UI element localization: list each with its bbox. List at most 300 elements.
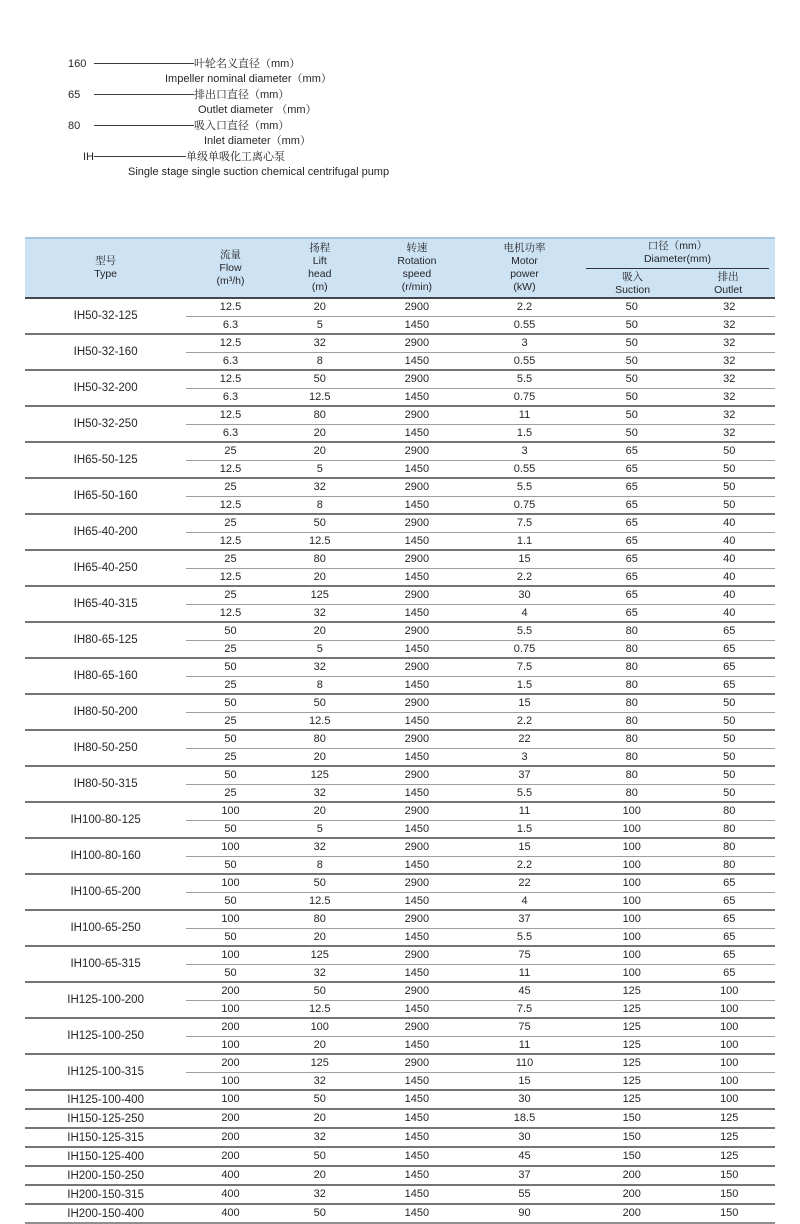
group-rows <box>186 479 775 513</box>
table-row <box>186 1091 775 1108</box>
pump-type: IH125-100-400 <box>67 1093 144 1106</box>
rotation-speed-value: 1450 <box>404 1003 430 1015</box>
flow-value: 100 <box>221 1039 240 1051</box>
pump-type: IH80-50-200 <box>73 706 138 718</box>
table-row <box>186 784 775 801</box>
header-suction-en: Suction <box>615 283 651 296</box>
rotation-speed-value: 1450 <box>404 679 430 691</box>
table-row <box>186 748 775 765</box>
group-rows <box>186 1186 775 1203</box>
flow-value: 200 <box>221 1021 240 1033</box>
motor-power-value: 15 <box>518 697 531 709</box>
outlet-diameter-value: 65 <box>723 895 736 907</box>
group-rows <box>186 443 775 477</box>
flow-value: 100 <box>221 913 240 925</box>
outlet-diameter-value: 32 <box>723 355 736 367</box>
pump-type: IH65-50-160 <box>73 490 138 502</box>
outlet-diameter-value: 65 <box>723 643 736 655</box>
motor-power-value: 22 <box>518 877 531 889</box>
rotation-speed-value: 2900 <box>404 985 430 997</box>
motor-power-value: 1.1 <box>516 535 533 547</box>
header-outlet <box>683 271 773 297</box>
flow-value: 12.5 <box>219 337 242 349</box>
table-row <box>186 335 775 352</box>
suction-diameter-value: 50 <box>625 427 638 439</box>
lift-head-value: 20 <box>313 571 326 583</box>
legend-label-en: Impeller nominal diameter（mm） <box>165 73 332 85</box>
legend-item-pump-series <box>68 149 800 180</box>
suction-diameter-value: 100 <box>622 913 641 925</box>
motor-power-value: 0.55 <box>513 319 536 331</box>
motor-power-value: 1.5 <box>516 427 533 439</box>
group-rows <box>186 1055 775 1089</box>
outlet-diameter-value: 32 <box>723 409 736 421</box>
pump-type: IH100-65-200 <box>70 886 141 898</box>
legend-item-outlet-diameter <box>68 87 800 118</box>
motor-power-value: 0.75 <box>513 391 536 403</box>
motor-power-value: 5.5 <box>516 931 533 943</box>
legend-code: IH <box>83 151 94 163</box>
lift-head-value: 20 <box>313 427 326 439</box>
table-row <box>186 820 775 837</box>
table-row-group <box>25 1165 775 1184</box>
table-row <box>186 479 775 496</box>
group-rows <box>186 875 775 909</box>
header-speed <box>365 239 469 297</box>
outlet-diameter-value: 40 <box>723 589 736 601</box>
lift-head-value: 50 <box>313 1207 326 1219</box>
pump-type: IH125-100-200 <box>67 994 144 1006</box>
table-row-group <box>25 621 775 657</box>
flow-value: 6.3 <box>222 355 239 367</box>
legend-underline <box>94 125 194 126</box>
pump-type: IH50-32-160 <box>73 346 138 358</box>
group-rows <box>186 947 775 981</box>
outlet-diameter-value: 50 <box>723 463 736 475</box>
flow-value: 25 <box>224 445 237 457</box>
lift-head-value: 5 <box>316 319 323 331</box>
lift-head-value: 125 <box>310 589 329 601</box>
rotation-speed-value: 1450 <box>404 1188 430 1200</box>
header-power <box>469 239 580 297</box>
table-row-group <box>25 693 775 729</box>
table-row <box>186 947 775 964</box>
suction-diameter-value: 50 <box>625 319 638 331</box>
flow-value: 100 <box>221 805 240 817</box>
rotation-speed-value: 2900 <box>404 337 430 349</box>
header-diameter-zh: 口径（mm） <box>647 239 708 252</box>
lift-head-value: 50 <box>313 373 326 385</box>
table-row <box>186 1019 775 1036</box>
motor-power-value: 4 <box>521 895 528 907</box>
group-rows <box>186 803 775 837</box>
outlet-diameter-value: 125 <box>720 1131 739 1143</box>
group-rows <box>186 1129 775 1146</box>
table-row-group <box>25 513 775 549</box>
table-row-group <box>25 549 775 585</box>
flow-value: 50 <box>224 625 237 637</box>
table-row-group <box>25 585 775 621</box>
pump-type: IH50-32-200 <box>73 382 138 394</box>
motor-power-value: 15 <box>518 553 531 565</box>
suction-diameter-value: 125 <box>622 1003 641 1015</box>
lift-head-value: 80 <box>313 409 326 421</box>
suction-diameter-value: 100 <box>622 841 641 853</box>
outlet-diameter-value: 40 <box>723 517 736 529</box>
suction-diameter-value: 50 <box>625 391 638 403</box>
motor-power-value: 5.5 <box>516 787 533 799</box>
outlet-diameter-value: 100 <box>720 985 739 997</box>
lift-head-value: 12.5 <box>309 895 331 907</box>
group-rows <box>186 1019 775 1053</box>
suction-diameter-value: 200 <box>622 1169 641 1181</box>
suction-diameter-value: 125 <box>622 1075 641 1087</box>
header-lift <box>275 239 365 297</box>
group-rows <box>186 1205 775 1222</box>
legend-label-zh: 吸入口直径（mm） <box>194 120 290 132</box>
pump-type: IH125-100-250 <box>67 1030 144 1042</box>
rotation-speed-value: 2900 <box>404 877 430 889</box>
table-row-group <box>25 981 775 1017</box>
flow-value: 25 <box>224 751 237 763</box>
table-row-group <box>25 729 775 765</box>
outlet-diameter-value: 100 <box>720 1075 739 1087</box>
table-row <box>186 587 775 604</box>
group-rows <box>186 767 775 801</box>
flow-value: 25 <box>224 589 237 601</box>
flow-value: 6.3 <box>222 427 239 439</box>
flow-value: 100 <box>221 1003 240 1015</box>
lift-head-value: 32 <box>313 787 326 799</box>
legend-code: 160 <box>68 58 87 70</box>
pump-type: IH100-80-160 <box>70 850 141 862</box>
flow-value: 50 <box>224 823 237 835</box>
header-power-en: Motor <box>511 255 538 267</box>
flow-value: 25 <box>224 715 237 727</box>
motor-power-value: 3 <box>521 751 528 763</box>
suction-diameter-value: 65 <box>625 535 638 547</box>
table-row <box>186 388 775 405</box>
table-row <box>186 803 775 820</box>
rotation-speed-value: 1450 <box>404 1131 430 1143</box>
rotation-speed-value: 1450 <box>404 427 430 439</box>
flow-value: 12.5 <box>219 409 242 421</box>
flow-value: 400 <box>221 1207 240 1219</box>
pump-type: IH65-40-315 <box>73 598 138 610</box>
group-rows <box>186 1110 775 1127</box>
table-row-group <box>25 477 775 513</box>
flow-value: 25 <box>224 787 237 799</box>
motor-power-value: 75 <box>518 1021 531 1033</box>
motor-power-value: 4 <box>521 607 528 619</box>
lift-head-value: 12.5 <box>309 1003 331 1015</box>
rotation-speed-value: 2900 <box>404 409 430 421</box>
rotation-speed-value: 2900 <box>404 481 430 493</box>
table-row <box>186 1000 775 1017</box>
outlet-diameter-value: 80 <box>723 841 736 853</box>
rotation-speed-value: 1450 <box>404 1039 430 1051</box>
group-rows <box>186 1148 775 1165</box>
suction-diameter-value: 80 <box>625 643 638 655</box>
suction-diameter-value: 150 <box>622 1131 641 1143</box>
suction-diameter-value: 80 <box>625 661 638 673</box>
group-rows <box>186 911 775 945</box>
flow-value: 50 <box>224 661 237 673</box>
outlet-diameter-value: 50 <box>723 697 736 709</box>
rotation-speed-value: 1450 <box>404 319 430 331</box>
group-rows <box>186 1091 775 1108</box>
table-row <box>186 856 775 873</box>
rotation-speed-value: 2900 <box>404 913 430 925</box>
outlet-diameter-value: 40 <box>723 535 736 547</box>
suction-diameter-value: 125 <box>622 1057 641 1069</box>
header-lift-en2: head <box>308 268 332 280</box>
table-row-group <box>25 1053 775 1089</box>
outlet-diameter-value: 125 <box>720 1150 739 1162</box>
pump-type: IH200-150-250 <box>67 1169 144 1182</box>
lift-head-value: 80 <box>313 553 326 565</box>
table-row <box>186 659 775 676</box>
rotation-speed-value: 2900 <box>404 517 430 529</box>
outlet-diameter-value: 80 <box>723 805 736 817</box>
flow-value: 50 <box>224 697 237 709</box>
table-row <box>186 371 775 388</box>
table-row <box>186 443 775 460</box>
pump-type: IH150-125-400 <box>67 1150 144 1163</box>
header-diameter <box>580 239 775 297</box>
motor-power-value: 11 <box>518 409 531 421</box>
motor-power-value: 2.2 <box>516 301 533 313</box>
lift-head-value: 125 <box>310 1057 329 1069</box>
table-row <box>186 407 775 424</box>
rotation-speed-value: 2900 <box>404 589 430 601</box>
suction-diameter-value: 150 <box>622 1150 641 1162</box>
suction-diameter-value: 100 <box>622 805 641 817</box>
table-row-group <box>25 657 775 693</box>
header-diameter-sub <box>582 271 773 297</box>
lift-head-value: 32 <box>313 1188 326 1200</box>
outlet-diameter-value: 65 <box>723 913 736 925</box>
group-rows <box>186 983 775 1017</box>
outlet-diameter-value: 32 <box>723 337 736 349</box>
suction-diameter-value: 80 <box>625 733 638 745</box>
suction-diameter-value: 100 <box>622 877 641 889</box>
outlet-diameter-value: 50 <box>723 751 736 763</box>
suction-diameter-value: 125 <box>622 985 641 997</box>
suction-diameter-value: 125 <box>622 1039 641 1051</box>
header-power-en2: power <box>510 268 539 280</box>
rotation-speed-value: 2900 <box>404 301 430 313</box>
lift-head-value: 5 <box>316 643 323 655</box>
legend-label-zh: 叶轮名义直径（mm） <box>194 58 301 70</box>
flow-value: 25 <box>224 481 237 493</box>
suction-diameter-value: 100 <box>622 823 641 835</box>
motor-power-value: 11 <box>518 1039 531 1051</box>
lift-head-value: 125 <box>310 949 329 961</box>
motor-power-value: 3 <box>521 337 528 349</box>
table-row <box>186 1148 775 1165</box>
table-row <box>186 623 775 640</box>
outlet-diameter-value: 40 <box>723 607 736 619</box>
suction-diameter-value: 65 <box>625 463 638 475</box>
table-row <box>186 767 775 784</box>
outlet-diameter-value: 150 <box>720 1188 739 1200</box>
rotation-speed-value: 2900 <box>404 373 430 385</box>
table-row-group <box>25 873 775 909</box>
group-rows <box>186 371 775 405</box>
table-row-group <box>25 837 775 873</box>
flow-value: 200 <box>221 1150 240 1162</box>
table-row-group <box>25 1184 775 1203</box>
flow-value: 100 <box>221 877 240 889</box>
table-row <box>186 352 775 369</box>
table-row-group <box>25 369 775 405</box>
table-row-group <box>25 405 775 441</box>
table-row-group <box>25 1017 775 1053</box>
rotation-speed-value: 1450 <box>404 1150 430 1162</box>
legend-code-line <box>68 87 800 103</box>
lift-head-value: 50 <box>313 877 326 889</box>
motor-power-value: 7.5 <box>516 517 533 529</box>
outlet-diameter-value: 50 <box>723 715 736 727</box>
suction-diameter-value: 50 <box>625 355 638 367</box>
lift-head-value: 20 <box>313 751 326 763</box>
motor-power-value: 45 <box>518 985 531 997</box>
suction-diameter-value: 200 <box>622 1207 641 1219</box>
rotation-speed-value: 1450 <box>404 859 430 871</box>
table-row <box>186 604 775 621</box>
table-row-group <box>25 1127 775 1146</box>
pump-spec-table <box>25 237 775 1224</box>
header-speed-en2: speed <box>402 268 432 280</box>
motor-power-value: 45 <box>518 1150 531 1162</box>
table-row <box>186 316 775 333</box>
header-diameter-en: Diameter(mm) <box>643 252 712 265</box>
header-suction-zh: 吸入 <box>622 270 644 283</box>
table-row-group <box>25 441 775 477</box>
lift-head-value: 100 <box>310 1021 329 1033</box>
table-row <box>186 532 775 549</box>
outlet-diameter-value: 32 <box>723 373 736 385</box>
table-row-group <box>25 333 775 369</box>
table-row <box>186 1055 775 1072</box>
suction-diameter-value: 65 <box>625 445 638 457</box>
rotation-speed-value: 1450 <box>404 571 430 583</box>
outlet-diameter-value: 65 <box>723 661 736 673</box>
group-rows <box>186 695 775 729</box>
lift-head-value: 125 <box>310 769 329 781</box>
flow-value: 50 <box>224 769 237 781</box>
motor-power-value: 30 <box>518 1131 531 1143</box>
header-flow <box>186 239 275 297</box>
table-row <box>186 1205 775 1222</box>
flow-value: 25 <box>224 643 237 655</box>
header-type-en: Type <box>94 268 117 280</box>
rotation-speed-value: 1450 <box>404 1075 430 1087</box>
table-row <box>186 1036 775 1053</box>
lift-head-value: 32 <box>313 1131 326 1143</box>
lift-head-value: 32 <box>313 337 326 349</box>
flow-value: 25 <box>224 679 237 691</box>
rotation-speed-value: 2900 <box>404 769 430 781</box>
rotation-speed-value: 1450 <box>404 535 430 547</box>
model-code-legend <box>0 0 800 180</box>
rotation-speed-value: 1450 <box>404 931 430 943</box>
flow-value: 400 <box>221 1169 240 1181</box>
flow-value: 100 <box>221 949 240 961</box>
motor-power-value: 11 <box>518 805 531 817</box>
lift-head-value: 32 <box>313 661 326 673</box>
motor-power-value: 2.2 <box>516 571 533 583</box>
outlet-diameter-value: 50 <box>723 445 736 457</box>
flow-value: 6.3 <box>222 319 239 331</box>
table-row-group <box>25 909 775 945</box>
suction-diameter-value: 80 <box>625 751 638 763</box>
lift-head-value: 50 <box>313 1093 326 1105</box>
legend-underline <box>94 94 194 95</box>
flow-value: 25 <box>224 517 237 529</box>
legend-item-impeller-diameter <box>68 56 800 87</box>
lift-head-value: 32 <box>313 841 326 853</box>
lift-head-value: 8 <box>316 355 323 367</box>
table-row <box>186 875 775 892</box>
rotation-speed-value: 1450 <box>404 1093 430 1105</box>
rotation-speed-value: 2900 <box>404 445 430 457</box>
pump-type: IH65-50-125 <box>73 454 138 466</box>
suction-diameter-value: 80 <box>625 679 638 691</box>
header-power-unit: (kW) <box>513 281 536 293</box>
pump-type: IH80-50-250 <box>73 742 138 754</box>
group-rows <box>186 731 775 765</box>
table-row <box>186 712 775 729</box>
motor-power-value: 5.5 <box>516 373 533 385</box>
table-row-group <box>25 299 775 333</box>
group-rows <box>186 299 775 333</box>
rotation-speed-value: 2900 <box>404 625 430 637</box>
pump-type: IH50-32-250 <box>73 418 138 430</box>
motor-power-value: 3 <box>521 445 528 457</box>
outlet-diameter-value: 50 <box>723 499 736 511</box>
lift-head-value: 20 <box>313 1169 326 1181</box>
table-row <box>186 299 775 316</box>
motor-power-value: 2.2 <box>516 715 533 727</box>
motor-power-value: 5.5 <box>516 625 533 637</box>
flow-value: 25 <box>224 553 237 565</box>
suction-diameter-value: 65 <box>625 517 638 529</box>
outlet-diameter-value: 50 <box>723 787 736 799</box>
table-row <box>186 892 775 909</box>
motor-power-value: 0.75 <box>513 499 536 511</box>
lift-head-value: 50 <box>313 517 326 529</box>
motor-power-value: 7.5 <box>516 661 533 673</box>
legend-underline <box>94 156 186 157</box>
flow-value: 12.5 <box>219 535 242 547</box>
legend-code-line <box>68 56 800 72</box>
table-row <box>186 695 775 712</box>
table-row <box>186 424 775 441</box>
table-row-group <box>25 765 775 801</box>
lift-head-value: 20 <box>313 445 326 457</box>
legend-code-line <box>68 118 800 134</box>
table-row <box>186 676 775 693</box>
flow-value: 100 <box>221 1093 240 1105</box>
group-rows <box>186 335 775 369</box>
legend-code: 65 <box>68 89 81 101</box>
outlet-diameter-value: 100 <box>720 1021 739 1033</box>
pump-type: IH150-125-315 <box>67 1131 144 1144</box>
flow-value: 50 <box>224 733 237 745</box>
header-flow-en: Flow <box>219 261 242 274</box>
